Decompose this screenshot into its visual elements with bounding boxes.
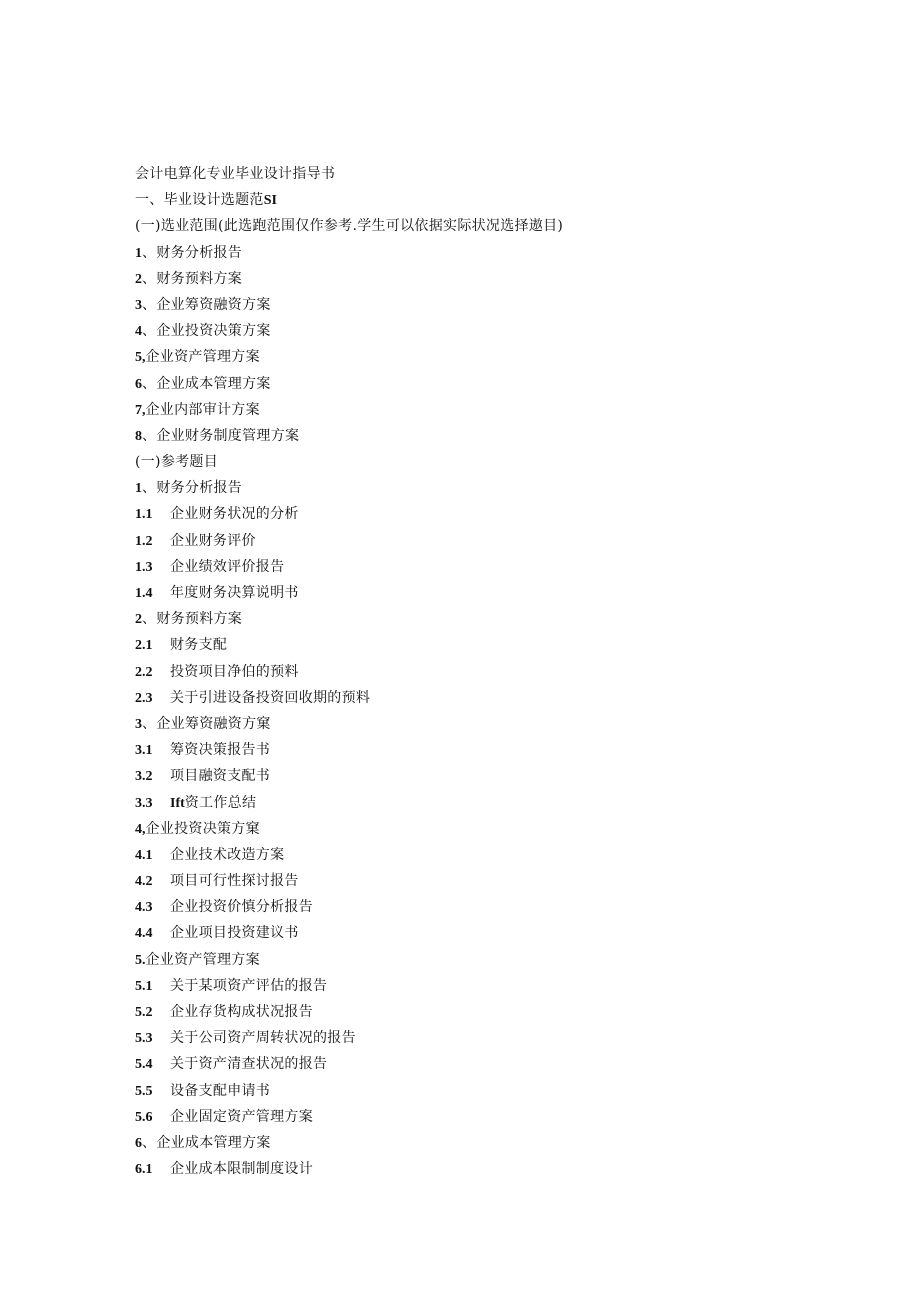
group-title: 财务分析报告 — [156, 480, 243, 497]
group-number: 1 — [135, 481, 142, 497]
group-separator: 、 — [142, 1134, 157, 1151]
topic-number: 3.1 — [135, 743, 153, 759]
group-number: 5. — [135, 952, 146, 968]
topic-number: 2.1 — [135, 638, 153, 654]
topic-text: 资工作总结 — [184, 794, 257, 811]
topic-text: 项目融资支配书 — [170, 768, 271, 785]
topic-number: 2.3 — [135, 690, 153, 706]
topic-number: 4.2 — [135, 874, 153, 890]
topics-heading-text: (一)参考题目 — [135, 454, 219, 471]
topic-text: 投资项目净伯的预料 — [170, 663, 299, 680]
scope-heading-text: (一)选业范围(此选跑范围仅作参考.学生可以依据实际状况选择遨目) — [135, 218, 564, 235]
item-number: 3 — [135, 297, 142, 313]
group-title: 企业成本管理方案 — [156, 1134, 271, 1151]
topic-item — [135, 790, 835, 816]
group-title: 财务预料方案 — [156, 611, 243, 628]
topic-item — [135, 868, 835, 894]
item-separator: 、 — [142, 270, 157, 287]
item-separator: 、 — [142, 296, 157, 313]
group-title: 企业资产管理方案 — [145, 951, 260, 968]
topic-text: 项目可行性探讨报告 — [170, 873, 299, 890]
topic-text: 关于公司资产周转状况的报告 — [170, 1030, 356, 1047]
topic-text: 企业投资价慎分析报告 — [170, 899, 313, 916]
topic-text: 企业固定资产管理方案 — [170, 1108, 313, 1125]
group-number: 3 — [135, 716, 142, 732]
topic-text: 企业财务状况的分析 — [170, 506, 299, 523]
item-text: 企业资产管理方案 — [145, 349, 260, 366]
section-heading — [135, 187, 835, 213]
topic-number: 4.1 — [135, 847, 153, 863]
scope-item — [135, 318, 835, 344]
item-number: 5, — [135, 350, 146, 366]
item-number: 4 — [135, 324, 142, 340]
item-number: 8 — [135, 428, 142, 444]
item-number: 2 — [135, 271, 142, 287]
group-number: 2 — [135, 612, 142, 628]
topic-item — [135, 999, 835, 1025]
scope-heading — [135, 213, 835, 239]
topic-text: 设备支配申请书 — [170, 1082, 271, 1099]
document-page — [135, 161, 835, 1182]
topic-item — [135, 659, 835, 685]
topic-number: 5.6 — [135, 1109, 153, 1125]
topic-number: 5.3 — [135, 1031, 153, 1047]
group-title: 企业投资决策方窠 — [145, 820, 260, 837]
topic-group-heading — [135, 606, 835, 632]
scope-item — [135, 344, 835, 370]
group-separator: 、 — [142, 611, 157, 628]
topic-item — [135, 685, 835, 711]
topic-number: 5.4 — [135, 1057, 153, 1073]
topic-item — [135, 1025, 835, 1051]
topic-item — [135, 1078, 835, 1104]
topic-group-heading — [135, 711, 835, 737]
item-separator: 、 — [142, 323, 157, 340]
topic-number: 4.3 — [135, 900, 153, 916]
scope-item — [135, 266, 835, 292]
scope-item — [135, 371, 835, 397]
topic-text: 企业绩效评价报告 — [170, 558, 285, 575]
group-number: 4, — [135, 821, 146, 837]
topic-item — [135, 737, 835, 763]
document-title-text: 会计电算化专业毕业设计指导书 — [135, 166, 336, 182]
topic-group-heading — [135, 947, 835, 973]
topic-number: 1.3 — [135, 559, 153, 575]
topic-group-heading — [135, 816, 835, 842]
scope-item — [135, 423, 835, 449]
topic-prefix: Ift — [170, 795, 185, 811]
item-text: 企业财务制度管理方案 — [156, 427, 300, 444]
topic-text: 关于引进设备投资回收期的预料 — [170, 689, 371, 706]
group-separator: 、 — [142, 480, 157, 497]
topic-number: 1.1 — [135, 507, 153, 523]
topic-number: 4.4 — [135, 926, 153, 942]
topic-item — [135, 632, 835, 658]
topic-number: 2.2 — [135, 664, 153, 680]
topic-item — [135, 528, 835, 554]
topic-item — [135, 842, 835, 868]
item-text: 财务分析报告 — [156, 244, 243, 261]
item-text: 企业内部审计方案 — [145, 401, 260, 418]
topic-number: 3.2 — [135, 769, 153, 785]
section-heading-text: 一、毕业设计选题范 — [135, 192, 264, 209]
group-title: 企业筹资融资方窠 — [156, 715, 271, 732]
topic-number: 1.2 — [135, 533, 153, 549]
topic-text: 企业成本限制制度设计 — [170, 1161, 313, 1178]
item-number: 7, — [135, 402, 146, 418]
item-text: 企业筹资融资方案 — [156, 296, 271, 313]
topic-item — [135, 973, 835, 999]
topic-text: 企业项目投资建议书 — [170, 925, 299, 942]
topic-item — [135, 763, 835, 789]
group-number: 6 — [135, 1135, 142, 1151]
topic-number: 5.2 — [135, 1005, 153, 1020]
item-separator: 、 — [142, 375, 157, 392]
scope-item — [135, 397, 835, 423]
topic-text: 关于资产清查状况的报告 — [170, 1056, 328, 1073]
topics-heading — [135, 449, 835, 475]
topic-number: 5.1 — [135, 978, 153, 994]
topic-number: 3.3 — [135, 795, 153, 811]
topic-item — [135, 501, 835, 527]
item-separator: 、 — [142, 244, 157, 261]
item-text: 企业成本管理方案 — [156, 375, 271, 392]
item-number: 1 — [135, 245, 142, 261]
item-text: 企业投资决策方案 — [156, 323, 271, 340]
topic-number: 6.1 — [135, 1162, 153, 1178]
topic-item — [135, 1156, 835, 1182]
topic-item — [135, 1051, 835, 1077]
item-separator: 、 — [142, 427, 157, 444]
item-number: 6 — [135, 376, 142, 392]
topic-item — [135, 920, 835, 946]
topic-text: 筹资决策报告书 — [170, 742, 271, 759]
section-heading-suffix: SI — [263, 193, 277, 209]
topic-item — [135, 580, 835, 606]
topic-group-heading — [135, 1130, 835, 1156]
scope-item — [135, 292, 835, 318]
topic-item — [135, 894, 835, 920]
topic-item — [135, 1104, 835, 1130]
topic-text: 年度财务决算说明书 — [170, 585, 299, 601]
topic-number: 5.5 — [135, 1083, 153, 1099]
topic-text: 企业财务评价 — [170, 532, 256, 549]
topic-text: 财务支配 — [170, 637, 228, 654]
topic-text: 企业存货构成状况报告 — [170, 1004, 313, 1020]
topic-text: 关于某项资产评估的报告 — [170, 977, 328, 994]
group-separator: 、 — [142, 715, 157, 732]
topic-item — [135, 554, 835, 580]
item-text: 财务预料方案 — [156, 270, 243, 287]
scope-item — [135, 240, 835, 266]
topic-number: 1.4 — [135, 586, 153, 601]
document-title — [135, 161, 835, 187]
topic-group-heading — [135, 475, 835, 501]
topic-text: 企业技术改造方案 — [170, 846, 285, 863]
